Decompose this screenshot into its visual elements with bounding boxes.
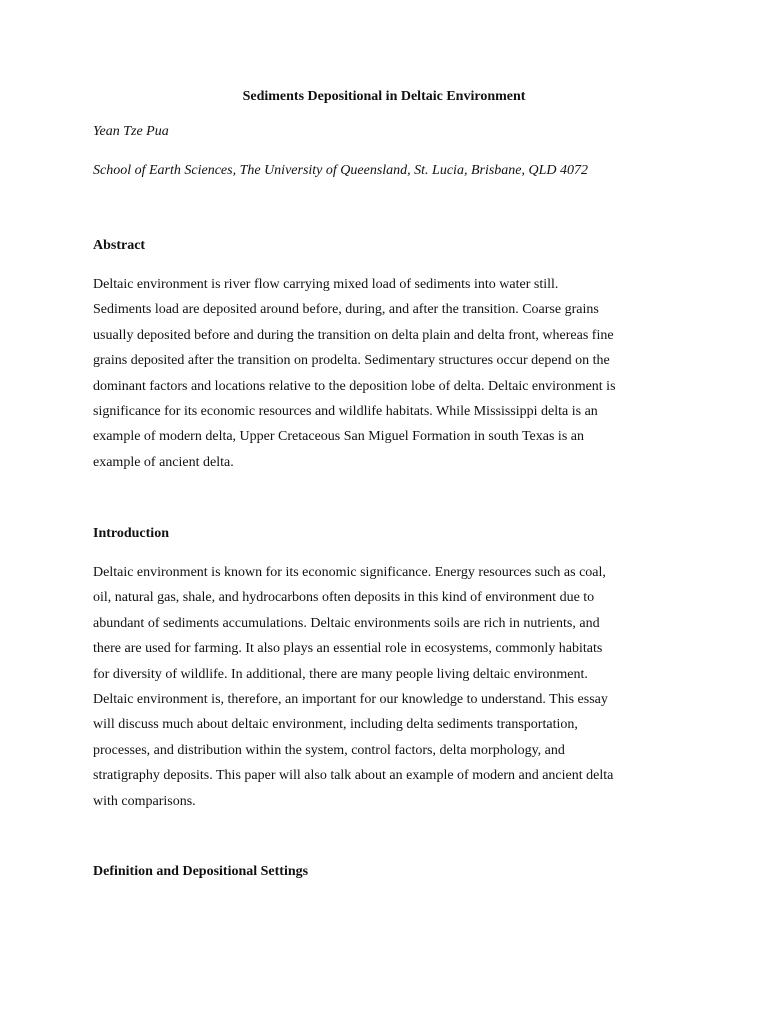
author-name: Yean Tze Pua — [93, 124, 169, 139]
abstract-paragraph — [93, 272, 693, 475]
introduction-line: with comparisons. — [93, 793, 196, 809]
introduction-line: for diversity of wildlife. In additional, there are many people living deltaic environment. — [93, 666, 588, 682]
abstract-line: Deltaic environment is river flow carrying mixed load of sediments into water still. — [93, 277, 559, 292]
paper-title: Sediments Depositional in Deltaic Environment — [242, 89, 526, 104]
introduction-line: will discuss much about deltaic environment, including delta sediments transportation, — [93, 717, 578, 733]
abstract-line: significance for its economic resources and wildlife habitats. While Mississippi delta is an — [93, 404, 598, 420]
introduction-line: stratigraphy deposits. This paper will also talk about an example of modern and ancient delta — [93, 768, 614, 784]
abstract-line: grains deposited after the transition on prodelta. Sedimentary structures occur depend on the — [93, 353, 610, 369]
abstract-line: usually deposited before and during the transition on delta plain and delta front, whereas fine — [93, 327, 614, 343]
author-affiliation: School of Earth Sciences, The University of Queensland, St. Lucia, Brisbane, QLD 4072 — [93, 163, 588, 178]
introduction-paragraph — [93, 560, 693, 814]
introduction-line: processes, and distribution within the system, control factors, delta morphology, and — [93, 742, 565, 758]
abstract-line: Sediments load are deposited around before, during, and after the transition. Coarse grains — [93, 302, 599, 318]
abstract-line: dominant factors and locations relative to the deposition lobe of delta. Deltaic environment is — [93, 378, 616, 394]
definition-heading: Definition and Depositional Settings — [93, 864, 309, 879]
introduction-line: Deltaic environment is, therefore, an important for our knowledge to understand. This essay — [93, 692, 608, 708]
introduction-line: oil, natural gas, shale, and hydrocarbons often deposits in this kind of environment due to — [93, 590, 595, 606]
introduction-line: Deltaic environment is known for its economic significance. Energy resources such as coal, — [93, 565, 606, 580]
introduction-line: abundant of sediments accumulations. Deltaic environments soils are rich in nutrients, and — [93, 615, 600, 631]
introduction-heading: Introduction — [93, 526, 169, 541]
abstract-line: example of ancient delta. — [93, 454, 234, 470]
abstract-line: example of modern delta, Upper Cretaceous San Miguel Formation in south Texas is an — [93, 429, 584, 445]
introduction-line: there are used for farming. It also plays an essential role in ecosystems, commonly habitats — [93, 641, 603, 657]
abstract-heading: Abstract — [93, 238, 146, 253]
